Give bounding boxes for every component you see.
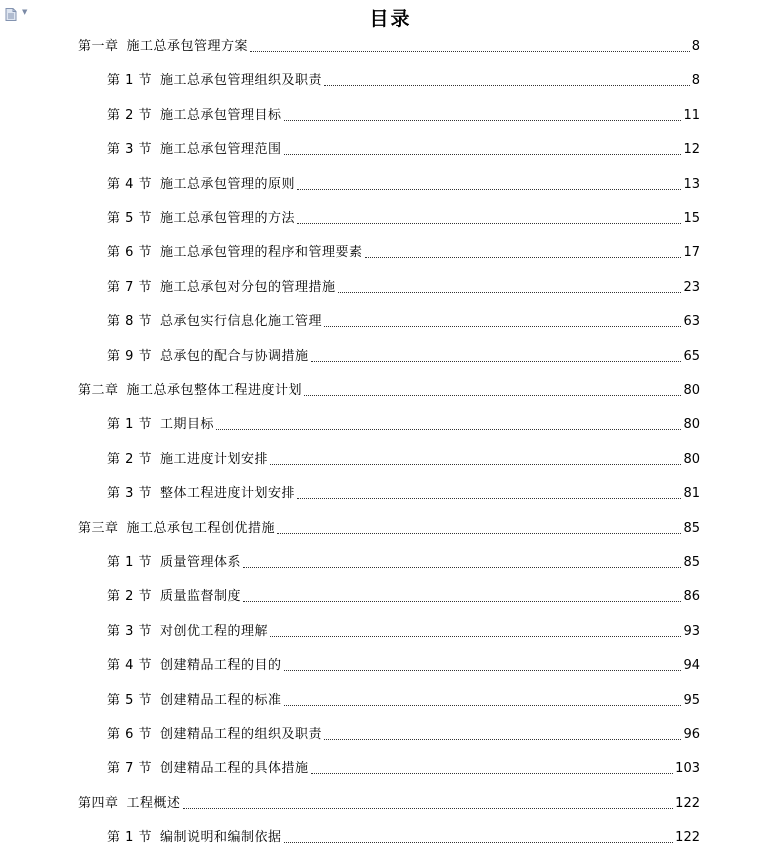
- toc-page-number: 103: [675, 761, 700, 777]
- toc-page-number: 93: [683, 623, 700, 639]
- toc-entry-number: 第 3 节: [107, 142, 153, 158]
- toc-entry-number: 第 6 节: [107, 245, 153, 261]
- toc-leader-dots: [284, 705, 682, 706]
- toc-entry-number: 第 1 节: [107, 73, 153, 89]
- toc-entry-number: 第 8 节: [107, 314, 153, 330]
- toc-page-number: 23: [683, 279, 700, 295]
- toc-leader-dots: [311, 361, 682, 362]
- toc-entry-number: 第 5 节: [107, 211, 153, 226]
- toc-leader-dots: [284, 842, 674, 843]
- toc-entry-text: 施工总承包整体工程进度计划: [126, 383, 303, 398]
- toc-entry-label: [107, 553, 241, 573]
- toc-page-number: 122: [675, 795, 700, 811]
- toc-entry-text: 创建精品工程的组织及职责: [160, 727, 323, 742]
- toc-entry-label: [107, 828, 282, 848]
- toc-entry-label: [107, 415, 214, 435]
- toc-page-number: 15: [683, 211, 700, 226]
- toc-entry-label: [107, 347, 309, 367]
- toc-section-row[interactable]: [107, 587, 700, 607]
- toc-section-row[interactable]: [107, 759, 700, 779]
- toc-entry-label: [107, 209, 295, 229]
- toc-entry-label: [78, 519, 275, 539]
- toc-entry-number: 第 1 节: [107, 417, 153, 433]
- toc-entry-number: 第四章: [78, 795, 119, 811]
- toc-entry-text: 施工总承包工程创优措施: [126, 520, 276, 536]
- toc-leader-dots: [297, 498, 681, 499]
- toc-leader-dots: [216, 429, 681, 430]
- toc-entry-label: [107, 106, 282, 126]
- toc-page-number: 11: [683, 107, 700, 123]
- toc-entry-label: [107, 622, 268, 642]
- toc-page-number: 95: [683, 692, 700, 708]
- toc-entry-text: 对创优工程的理解: [160, 623, 269, 639]
- toc-entry-label: [107, 278, 336, 298]
- toc-entry-label: [107, 140, 282, 160]
- toc-chapter-row[interactable]: [78, 794, 700, 814]
- toc-page-number: 8: [691, 39, 700, 54]
- toc-entry-text: 工程概述: [126, 795, 181, 811]
- toc-page-number: 12: [683, 142, 700, 158]
- toc-section-row[interactable]: [107, 209, 700, 229]
- toc-entry-text: 创建精品工程的具体措施: [160, 761, 309, 777]
- toc-page-number: 8: [691, 73, 700, 89]
- toc-leader-dots: [270, 636, 681, 637]
- toc-chapter-row[interactable]: [78, 519, 700, 539]
- toc-page-number: 17: [683, 245, 700, 261]
- toc-entry-text: 工期目标: [160, 417, 215, 433]
- toc-entry-text: 施工总承包管理组织及职责: [160, 73, 323, 89]
- toc-section-row[interactable]: [107, 553, 700, 573]
- toc-section-row[interactable]: [107, 622, 700, 642]
- toc-section-row[interactable]: [107, 140, 700, 160]
- toc-entry-label: [107, 759, 309, 779]
- toc-entry-number: 第 1 节: [107, 555, 153, 570]
- toc-page-number: 96: [683, 727, 700, 742]
- toc-entry-label: [78, 37, 248, 57]
- toc-entry-text: 施工总承包管理的方法: [160, 211, 296, 226]
- toc-entry-label: [107, 484, 295, 504]
- toc-entry-label: [107, 691, 282, 711]
- toc-entry-number: 第 2 节: [107, 451, 153, 467]
- toc-entry-text: 质量管理体系: [160, 555, 242, 570]
- toc-entry-number: 第 5 节: [107, 692, 153, 708]
- toc-section-row[interactable]: [107, 450, 700, 470]
- toc-section-row[interactable]: [107, 175, 700, 195]
- toc-entry-number: 第 3 节: [107, 623, 153, 639]
- toc-page-number: 122: [675, 830, 700, 846]
- toc-leader-dots: [365, 257, 682, 258]
- toc-leader-dots: [311, 773, 674, 774]
- toc-entry-text: 总承包实行信息化施工管理: [160, 314, 323, 330]
- toc-leader-dots: [324, 85, 690, 86]
- toc-entry-label: [107, 725, 322, 745]
- toc-entry-label: [78, 381, 302, 401]
- page-title: 目录: [369, 8, 412, 30]
- toc-chapter-row[interactable]: [78, 37, 700, 57]
- toc-entry-text: 创建精品工程的标准: [160, 692, 282, 708]
- toc-entry-number: 第 3 节: [107, 486, 153, 502]
- toc-entry-label: [107, 175, 295, 195]
- toc-section-row[interactable]: [107, 415, 700, 435]
- toc-entry-number: 第 7 节: [107, 761, 153, 777]
- toc-section-row[interactable]: [107, 243, 700, 263]
- toc-entry-number: 第 4 节: [107, 658, 153, 674]
- toc-section-row[interactable]: [107, 725, 700, 745]
- toc-leader-dots: [250, 51, 690, 52]
- toc-chapter-row[interactable]: [78, 381, 700, 401]
- toc-page-number: 63: [683, 314, 700, 330]
- toc-page-number: 80: [683, 383, 700, 398]
- toc-entry-number: 第 9 节: [107, 348, 153, 364]
- toc-section-row[interactable]: [107, 106, 700, 126]
- toc-leader-dots: [284, 670, 682, 671]
- toc-leader-dots: [284, 120, 682, 121]
- toc-entry-text: 创建精品工程的目的: [160, 658, 282, 674]
- toc-entry-text: 施工总承包管理的程序和管理要素: [160, 245, 363, 261]
- toc-leader-dots: [324, 739, 681, 740]
- toc-page-number: 81: [683, 486, 700, 502]
- toc-page-number: 86: [683, 589, 700, 605]
- toc-section-row[interactable]: [107, 656, 700, 676]
- toc-entry-number: 第 7 节: [107, 279, 153, 295]
- toc-entry-text: 总承包的配合与协调措施: [160, 348, 309, 364]
- toc-entry-text: 整体工程进度计划安排: [160, 486, 296, 502]
- toc-section-row[interactable]: [107, 312, 700, 332]
- toc-entry-label: [78, 794, 181, 814]
- toc-entry-text: 施工进度计划安排: [160, 451, 269, 467]
- toc-entry-label: [107, 656, 282, 676]
- toc-section-row[interactable]: [107, 484, 700, 504]
- toc-entry-number: 第二章: [78, 383, 119, 398]
- toc-leader-dots: [284, 154, 682, 155]
- toc-entry-label: [107, 243, 363, 263]
- toc-leader-dots: [277, 533, 681, 534]
- toc-section-row[interactable]: [107, 278, 700, 298]
- toc-section-row[interactable]: [107, 347, 700, 367]
- toc-page-number: 94: [683, 658, 700, 674]
- toc-page-number: 85: [683, 555, 700, 570]
- toc-entry-label: [107, 587, 241, 607]
- toc-entry-text: 施工总承包对分包的管理措施: [160, 279, 336, 295]
- toc-entry-number: 第 2 节: [107, 589, 153, 605]
- toc-entry-label: [107, 312, 322, 332]
- toc-entry-text: 施工总承包管理方案: [126, 39, 249, 54]
- toc-entry-number: 第一章: [78, 39, 119, 54]
- toc-leader-dots: [297, 223, 681, 224]
- toc-entry-text: 质量监督制度: [160, 589, 242, 605]
- toc-entry-label: [107, 71, 322, 91]
- toc-page-number: 80: [683, 451, 700, 467]
- toc-page-number: 85: [683, 520, 700, 536]
- toc-entry-text: 施工总承包管理的原则: [160, 176, 296, 192]
- toc-leader-dots: [304, 395, 681, 396]
- toc-entry-text: 施工总承包管理目标: [160, 107, 282, 123]
- toc-entry-text: 施工总承包管理范围: [160, 142, 282, 158]
- toc-section-row[interactable]: [107, 691, 700, 711]
- toc-leader-dots: [338, 292, 682, 293]
- toc-entry-number: 第 6 节: [107, 727, 153, 742]
- toc-entry-number: 第 4 节: [107, 176, 153, 192]
- toc-entry-number: 第 2 节: [107, 107, 153, 123]
- toc-leader-dots: [297, 189, 681, 190]
- toc-leader-dots: [270, 464, 681, 465]
- toc-page-number: 65: [683, 348, 700, 364]
- toc-section-row[interactable]: [107, 71, 700, 91]
- toc-leader-dots: [183, 808, 674, 809]
- toc-leader-dots: [324, 326, 681, 327]
- toc-section-row[interactable]: [107, 828, 700, 848]
- toc-entry-number: 第三章: [78, 520, 119, 536]
- toc-entry-label: [107, 450, 268, 470]
- dropdown-arrow-icon[interactable]: ▼: [22, 8, 28, 16]
- toc-page-number: 13: [683, 176, 700, 192]
- toc-leader-dots: [243, 567, 681, 568]
- toc-entry-text: 编制说明和编制依据: [160, 830, 282, 846]
- toc-leader-dots: [243, 601, 681, 602]
- toc-entry-number: 第 1 节: [107, 830, 153, 846]
- toc-page-number: 80: [683, 417, 700, 433]
